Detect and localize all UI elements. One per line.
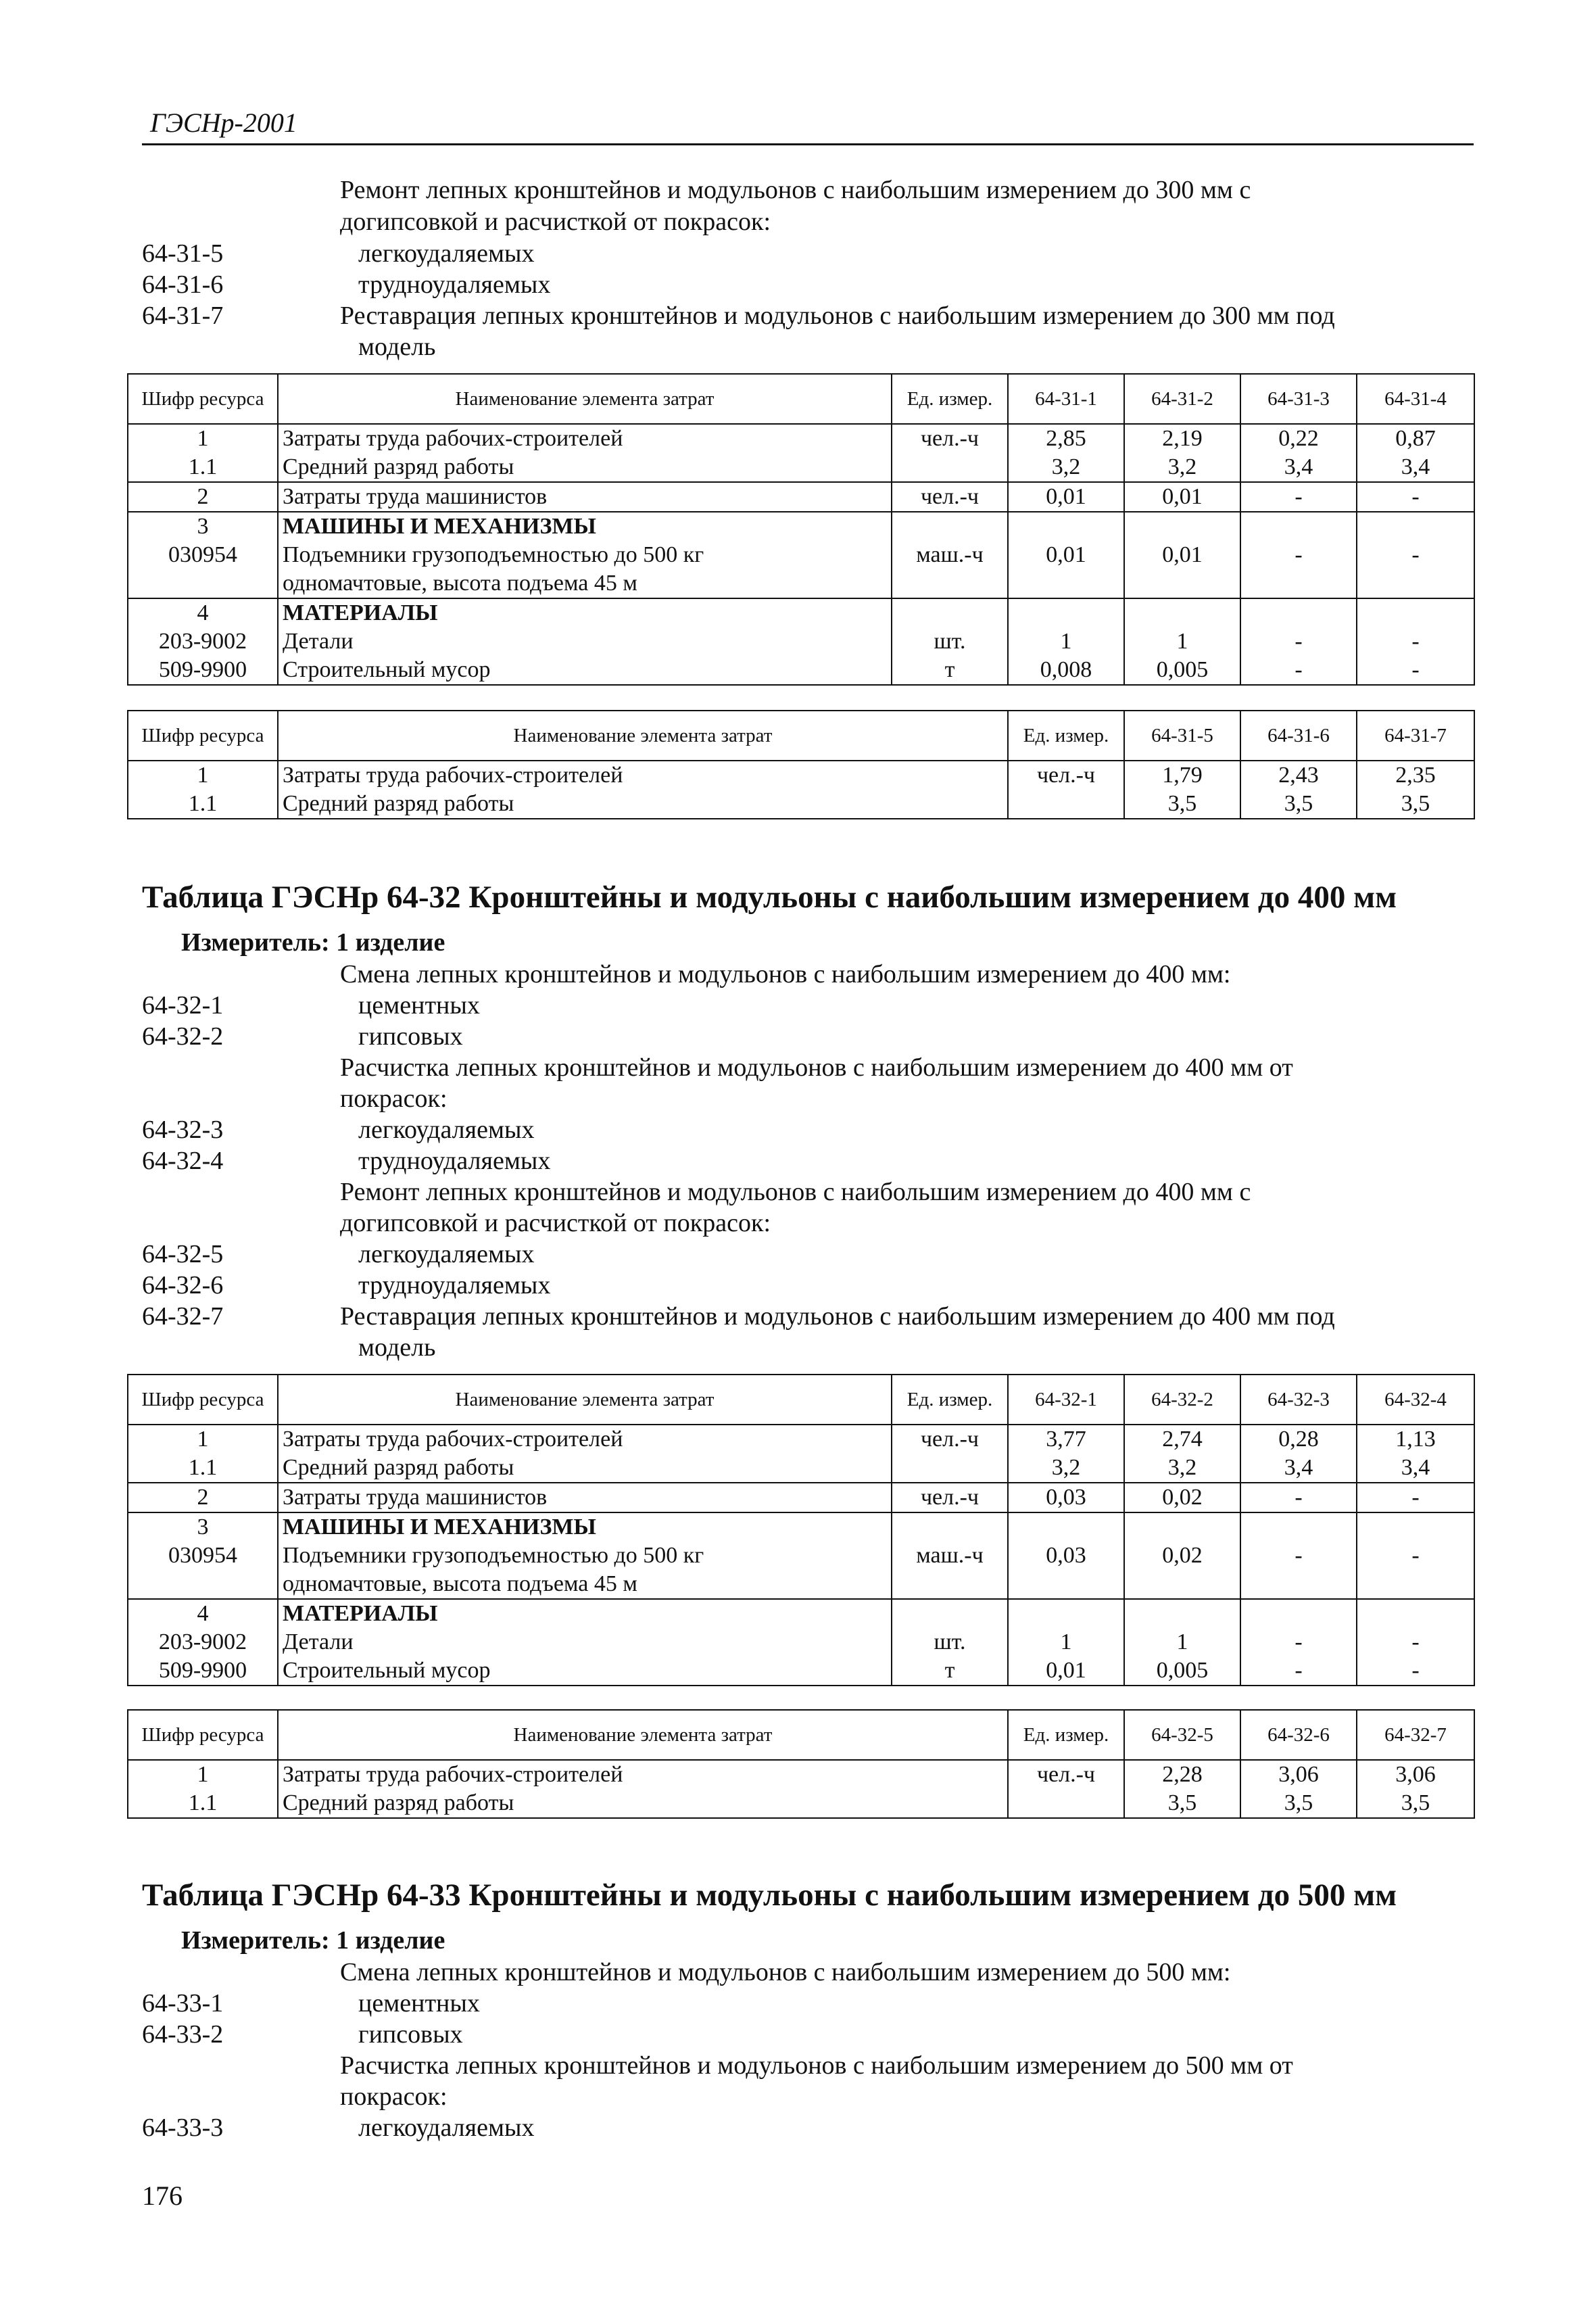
table-header-row: [128, 711, 1474, 761]
col-header-position: 64-32-7: [1357, 1710, 1474, 1760]
row-unit: чел.-ч: [1008, 1760, 1124, 1818]
col-header-position: 64-31-3: [1240, 374, 1357, 424]
row-value: 0,28 3,4: [1240, 1425, 1357, 1483]
row-name: Затраты труда рабочих-строителей Средний разряд работы: [278, 1760, 1008, 1818]
row-unit: маш.-ч: [892, 1512, 1008, 1599]
position-code: 64-33-1: [142, 1989, 224, 2018]
col-header-position: 64-31-4: [1357, 374, 1474, 424]
row-value: -: [1357, 1512, 1474, 1599]
row-unit: чел.-ч: [892, 1483, 1008, 1512]
row-value: 0,01: [1124, 512, 1240, 598]
row-unit: чел.-ч: [892, 1425, 1008, 1483]
line-text: Смена лепных кронштейнов и модульонов с наибольшим измерением до 400 мм:: [340, 960, 1231, 988]
col-header-unit: Ед. измер.: [1008, 1710, 1124, 1760]
col-header-position: 64-32-6: [1240, 1710, 1357, 1760]
row-value: - -: [1357, 598, 1474, 685]
row-code: 4 203-9002 509-9900: [128, 1599, 278, 1686]
col-header-position: 64-31-5: [1124, 711, 1240, 761]
line-text: Реставрация лепных кронштейнов и модульонов с наибольшим измерением до 400 мм под: [340, 1302, 1335, 1331]
line-text: трудноудаляемых: [358, 270, 551, 299]
col-header-position: 64-32-3: [1240, 1375, 1357, 1425]
row-value: 0,01: [1124, 482, 1240, 512]
line-text: Ремонт лепных кронштейнов и модульонов с наибольшим измерением до 400 мм с: [340, 1178, 1251, 1206]
row-value: 1 0,005: [1124, 598, 1240, 685]
row-unit: чел.-ч: [892, 424, 1008, 482]
resource-table-64-32-a: [127, 1374, 1475, 1686]
table-title-64-33: Таблица ГЭСНр 64-33 Кронштейны и модульоны с наибольшим измерением до 500 мм: [142, 1878, 1397, 1913]
row-code: 4 203-9002 509-9900: [128, 598, 278, 685]
row-value: -: [1240, 1512, 1357, 1599]
row-code: 3 030954: [128, 512, 278, 598]
line-text: модель: [358, 1333, 436, 1362]
row-value: -: [1240, 482, 1357, 512]
row-value: 0,02: [1124, 1483, 1240, 1512]
row-unit: маш.-ч: [892, 512, 1008, 598]
table-row: [128, 1425, 1474, 1483]
col-header-code: Шифр ресурса: [128, 711, 278, 761]
table-header-row: [128, 374, 1474, 424]
table-header-row: [128, 1375, 1474, 1425]
line-text: трудноудаляемых: [358, 1147, 551, 1175]
col-header-position: 64-32-1: [1008, 1375, 1124, 1425]
position-code: 64-31-6: [142, 270, 224, 299]
row-name: Затраты труда рабочих-строителей Средний разряд работы: [278, 424, 892, 482]
row-value: - -: [1240, 598, 1357, 685]
row-value: 1 0,008: [1008, 598, 1124, 685]
row-code: 2: [128, 482, 278, 512]
row-code: 2: [128, 1483, 278, 1512]
col-header-code: Шифр ресурса: [128, 1375, 278, 1425]
row-value: 0,22 3,4: [1240, 424, 1357, 482]
table-row: [128, 1483, 1474, 1512]
table-row: [128, 1760, 1474, 1818]
row-value: -: [1357, 482, 1474, 512]
row-value: 2,28 3,5: [1124, 1760, 1240, 1818]
row-value: 1 0,01: [1008, 1599, 1124, 1686]
col-header-position: 64-32-5: [1124, 1710, 1240, 1760]
row-value: 0,01: [1008, 482, 1124, 512]
row-value: -: [1357, 1483, 1474, 1512]
line-text: Расчистка лепных кронштейнов и модульонов с наибольшим измерением до 500 мм от: [340, 2051, 1293, 2080]
row-value: 0,03: [1008, 1512, 1124, 1599]
row-value: 2,85 3,2: [1008, 424, 1124, 482]
position-code: 64-32-7: [142, 1302, 224, 1331]
col-header-unit: Ед. измер.: [1008, 711, 1124, 761]
row-unit: чел.-ч: [892, 482, 1008, 512]
line-text: легкоудаляемых: [358, 1240, 535, 1268]
line-text: легкоудаляемых: [358, 2114, 535, 2142]
line-text: догипсовкой и расчисткой от покрасок:: [340, 208, 771, 236]
table-row: [128, 598, 1474, 685]
line-text: легкоудаляемых: [358, 1116, 535, 1144]
row-name: Затраты труда машинистов: [278, 1483, 892, 1512]
line-text: Реставрация лепных кронштейнов и модульонов с наибольшим измерением до 300 мм под: [340, 302, 1335, 330]
line-text: Расчистка лепных кронштейнов и модульонов с наибольшим измерением до 400 мм от: [340, 1053, 1293, 1082]
col-header-name: Наименование элемента затрат: [278, 1375, 892, 1425]
row-value: 2,43 3,5: [1240, 761, 1357, 819]
row-name: МАТЕРИАЛЫ Детали Строительный мусор: [278, 598, 892, 685]
header-rule: [142, 143, 1474, 145]
col-header-code: Шифр ресурса: [128, 1710, 278, 1760]
running-header: ГЭСНр-2001: [150, 108, 297, 138]
col-header-position: 64-31-6: [1240, 711, 1357, 761]
row-value: 0,01: [1008, 512, 1124, 598]
row-name: Затраты труда рабочих-строителей Средний разряд работы: [278, 1425, 892, 1483]
row-value: -: [1240, 1483, 1357, 1512]
col-header-name: Наименование элемента затрат: [278, 711, 1008, 761]
measure-label: Измеритель: 1 изделие: [181, 1926, 445, 1955]
line-text: догипсовкой и расчисткой от покрасок:: [340, 1209, 771, 1237]
line-text: трудноудаляемых: [358, 1271, 551, 1299]
table-row: [128, 761, 1474, 819]
row-value: 2,19 3,2: [1124, 424, 1240, 482]
row-value: -: [1357, 512, 1474, 598]
col-header-position: 64-31-2: [1124, 374, 1240, 424]
line-text: покрасок:: [340, 1084, 448, 1113]
col-header-position: 64-31-1: [1008, 374, 1124, 424]
position-code: 64-32-2: [142, 1022, 224, 1051]
position-code: 64-31-7: [142, 302, 224, 330]
col-header-code: Шифр ресурса: [128, 374, 278, 424]
table-row: [128, 482, 1474, 512]
row-code: 3 030954: [128, 1512, 278, 1599]
row-value: 1 0,005: [1124, 1599, 1240, 1686]
row-value: 3,06 3,5: [1240, 1760, 1357, 1818]
table-title-64-32: Таблица ГЭСНр 64-32 Кронштейны и модульоны с наибольшим измерением до 400 мм: [142, 880, 1397, 915]
resource-table-64-32-b: [127, 1709, 1475, 1819]
table-row: [128, 1512, 1474, 1599]
row-name: МАШИНЫ И МЕХАНИЗМЫ Подъемники грузоподъемностью до 500 кг одномачтовые, высота подъема 45 м: [278, 1512, 892, 1599]
row-name: МАТЕРИАЛЫ Детали Строительный мусор: [278, 1599, 892, 1686]
line-text: Ремонт лепных кронштейнов и модульонов с наибольшим измерением до 300 мм с: [340, 176, 1251, 204]
measure-label: Измеритель: 1 изделие: [181, 928, 445, 957]
position-code: 64-31-5: [142, 239, 224, 268]
row-value: - -: [1357, 1599, 1474, 1686]
col-header-position: 64-32-2: [1124, 1375, 1240, 1425]
row-value: 0,87 3,4: [1357, 424, 1474, 482]
line-text: цементных: [358, 1989, 480, 2018]
col-header-name: Наименование элемента затрат: [278, 1710, 1008, 1760]
col-header-unit: Ед. измер.: [892, 374, 1008, 424]
row-unit: чел.-ч: [1008, 761, 1124, 819]
line-text: модель: [358, 333, 436, 361]
row-unit: шт. т: [892, 598, 1008, 685]
position-code: 64-32-1: [142, 991, 224, 1020]
table-header-row: [128, 1710, 1474, 1760]
position-code: 64-33-2: [142, 2020, 224, 2049]
page-number: 176: [142, 2180, 183, 2211]
col-header-unit: Ед. измер.: [892, 1375, 1008, 1425]
table-row: [128, 1599, 1474, 1686]
row-name: МАШИНЫ И МЕХАНИЗМЫ Подъемники грузоподъемностью до 500 кг одномачтовые, высота подъема 45 м: [278, 512, 892, 598]
row-value: 1,79 3,5: [1124, 761, 1240, 819]
table-row: [128, 512, 1474, 598]
line-text: гипсовых: [358, 2020, 463, 2049]
resource-table-64-31-a: [127, 373, 1475, 686]
line-text: цементных: [358, 991, 480, 1020]
row-code: 1 1.1: [128, 424, 278, 482]
row-value: - -: [1240, 1599, 1357, 1686]
row-value: 0,03: [1008, 1483, 1124, 1512]
col-header-name: Наименование элемента затрат: [278, 374, 892, 424]
row-value: 3,06 3,5: [1357, 1760, 1474, 1818]
table-row: [128, 424, 1474, 482]
position-code: 64-32-3: [142, 1116, 224, 1144]
row-unit: шт. т: [892, 1599, 1008, 1686]
line-text: гипсовых: [358, 1022, 463, 1051]
row-value: 2,35 3,5: [1357, 761, 1474, 819]
row-value: 0,02: [1124, 1512, 1240, 1599]
row-code: 1 1.1: [128, 761, 278, 819]
col-header-position: 64-31-7: [1357, 711, 1474, 761]
position-code: 64-32-5: [142, 1240, 224, 1268]
resource-table-64-31-b: [127, 710, 1475, 819]
line-text: покрасок:: [340, 2082, 448, 2111]
row-code: 1 1.1: [128, 1425, 278, 1483]
row-name: Затраты труда машинистов: [278, 482, 892, 512]
row-value: 1,13 3,4: [1357, 1425, 1474, 1483]
row-value: 2,74 3,2: [1124, 1425, 1240, 1483]
row-name: Затраты труда рабочих-строителей Средний разряд работы: [278, 761, 1008, 819]
line-text: легкоудаляемых: [358, 239, 535, 268]
row-value: -: [1240, 512, 1357, 598]
position-code: 64-32-4: [142, 1147, 224, 1175]
position-code: 64-32-6: [142, 1271, 224, 1299]
position-code: 64-33-3: [142, 2114, 224, 2142]
line-text: Смена лепных кронштейнов и модульонов с наибольшим измерением до 500 мм:: [340, 1958, 1231, 1986]
row-code: 1 1.1: [128, 1760, 278, 1818]
col-header-position: 64-32-4: [1357, 1375, 1474, 1425]
row-value: 3,77 3,2: [1008, 1425, 1124, 1483]
